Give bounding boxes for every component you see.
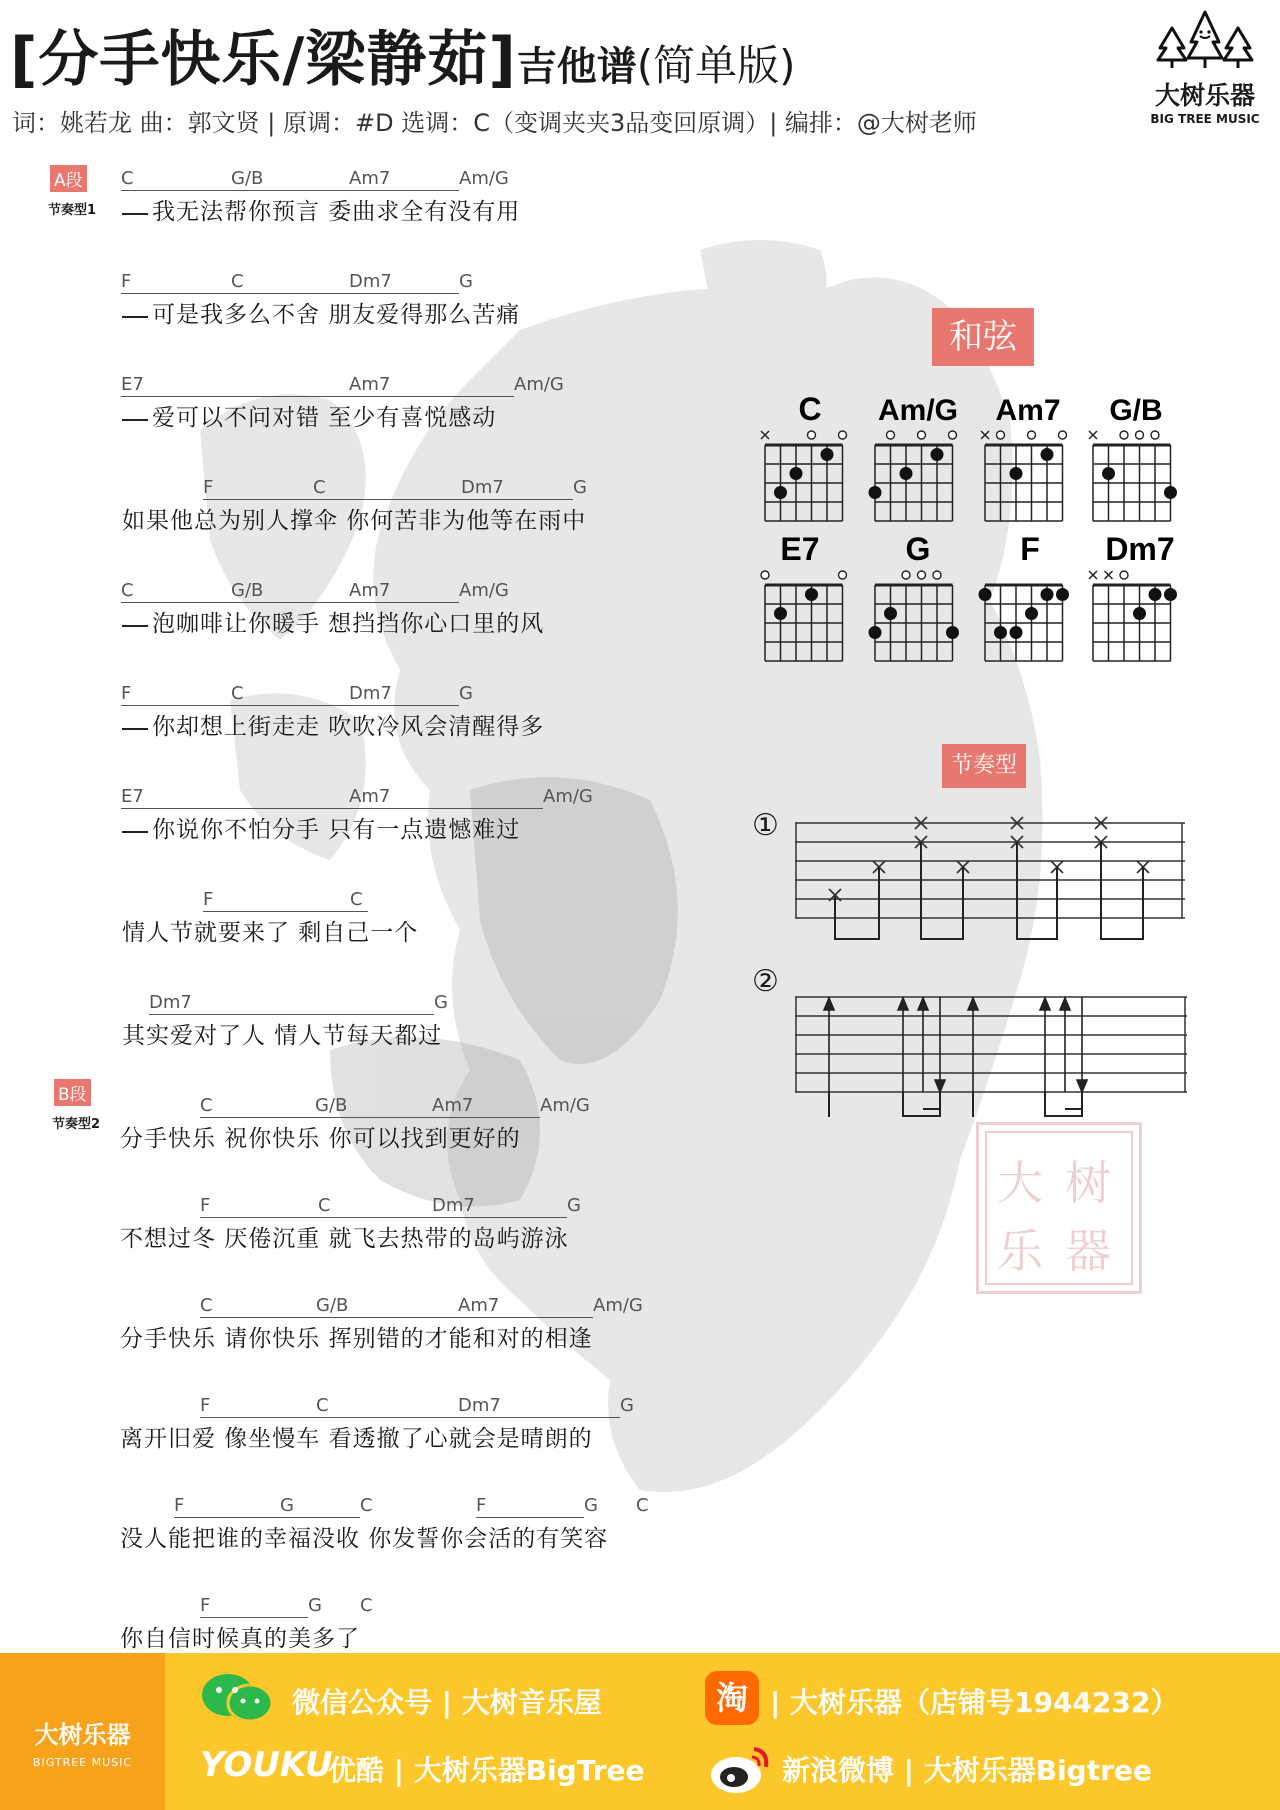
strum-up-arrow — [1060, 998, 1070, 1010]
seal-char: 大 — [997, 1156, 1043, 1210]
open-string-mark — [997, 431, 1005, 439]
finger-dot — [1056, 588, 1069, 601]
chord-label: Am7 — [349, 374, 514, 397]
chord-label: G — [573, 477, 587, 498]
lyric-line: 你自信时候真的美多了 — [120, 1626, 360, 1652]
chord-label: Dm7 — [432, 1195, 567, 1218]
lyric-line: 不想过冬 厌倦沉重 就飞去热带的岛屿游泳 — [120, 1226, 569, 1252]
finger-dot — [884, 607, 897, 620]
chord-label: Am/G — [459, 168, 509, 189]
chord-label: C — [231, 271, 349, 294]
lyric-line: 没人能把谁的幸福没收 你发誓你会活的有笑容 — [120, 1526, 609, 1552]
tree-logo-icon — [1150, 8, 1260, 70]
chord-label: C — [318, 1195, 432, 1218]
song-title — [10, 12, 796, 98]
finger-dot — [1102, 467, 1115, 480]
chord-label: C — [313, 477, 461, 500]
footer-bar — [0, 1653, 1280, 1810]
chord-label: Dm7 — [349, 683, 459, 706]
open-string-mark — [1151, 431, 1159, 439]
strum-up-arrow — [918, 998, 928, 1010]
chord-label: C — [121, 580, 231, 603]
rhythm-pattern-2 — [795, 992, 1187, 1122]
chord-label: Am/G — [459, 580, 509, 601]
chord-label: C — [231, 683, 349, 706]
open-string-mark — [918, 431, 926, 439]
finger-dot — [994, 626, 1007, 639]
credits-line: 词：姚若龙 曲：郭文贤 | 原调：#D 选调：C（变调夹夹3品变回原调）| 编排：@大树老师 — [12, 109, 977, 137]
strum-up-arrow — [824, 998, 834, 1010]
lead-in-line — [122, 829, 148, 833]
chord-label: G — [584, 1495, 598, 1516]
lyric-line: 可是我多么不舍 朋友爱得那么苦痛 — [122, 296, 520, 329]
strum-up-arrow — [898, 998, 908, 1010]
chord-label: C — [200, 1295, 316, 1318]
chord-label: G — [620, 1395, 634, 1416]
strum-down-arrow — [1077, 1080, 1087, 1092]
lyric-line: 其实爱对了人 情人节每天都过 — [122, 1023, 443, 1049]
title-main: [分手快乐/梁静茹] — [10, 25, 517, 95]
finger-dot — [931, 448, 944, 461]
pattern-1-number: ① — [752, 808, 779, 843]
seal-stamp — [976, 1122, 1142, 1294]
lyric-line: 分手快乐 祝你快乐 你可以找到更好的 — [120, 1126, 521, 1152]
chord-label: E7 — [121, 786, 349, 809]
lyric-line: 你却想上街走走 吹吹冷风会清醒得多 — [122, 708, 544, 741]
chord-name: F — [1020, 531, 1040, 567]
chord-panel-title: 和弦 — [932, 308, 1034, 366]
strum-up-arrow — [1040, 998, 1050, 1010]
chord-label: Dm7 — [458, 1395, 620, 1418]
footer-youku[interactable]: 优酷 | 大树乐器BigTree — [328, 1754, 645, 1787]
open-string-mark — [949, 431, 957, 439]
chord-label: Am7 — [458, 1295, 593, 1318]
open-string-mark — [933, 571, 941, 579]
footer-taobao[interactable]: | 大树乐器（店铺号1944232） — [770, 1686, 1179, 1719]
finger-dot — [1010, 626, 1023, 639]
chord-label: C — [200, 1095, 315, 1118]
chord-label: Am/G — [514, 374, 564, 395]
chord-label: Am/G — [593, 1295, 643, 1316]
seal-char: 树 — [1065, 1156, 1111, 1210]
strum-down-arrow — [935, 1080, 945, 1092]
chord-label: Dm7 — [461, 477, 573, 500]
lyric-line: 我无法帮你预言 委曲求全有没有用 — [122, 193, 520, 226]
footer-logo — [0, 1653, 165, 1810]
chord-name: Am7 — [995, 394, 1061, 427]
chord-label: F — [121, 683, 231, 706]
lead-in-line — [122, 211, 148, 215]
finger-dot — [1025, 607, 1038, 620]
finger-dot — [1133, 607, 1146, 620]
lyric-line: 如果他总为别人撑伞 你何苦非为他等在雨中 — [122, 508, 587, 534]
chord-label: C — [360, 1595, 373, 1616]
finger-dot — [774, 607, 787, 620]
rhythm-pattern-1 — [795, 815, 1185, 945]
logo-text-cn: 大树乐器 — [1154, 81, 1255, 110]
open-string-mark — [839, 571, 847, 579]
lyric-line: 爱可以不问对错 至少有喜悦感动 — [122, 399, 496, 432]
chord-label: G/B — [231, 168, 349, 191]
chord-name: G/B — [1109, 394, 1163, 427]
finger-dot — [805, 588, 818, 601]
lyric-line: 情人节就要来了 剩自己一个 — [122, 920, 419, 946]
chord-label: G — [434, 992, 448, 1013]
chord-label: Dm7 — [349, 271, 459, 294]
finger-dot — [946, 626, 959, 639]
title-sub: 吉他谱 — [516, 44, 637, 90]
lead-in-line — [122, 417, 148, 421]
chord-label: Am7 — [432, 1095, 540, 1118]
finger-dot — [1010, 467, 1023, 480]
lyric-line: 你说你不怕分手 只有一点遗憾难过 — [122, 811, 520, 844]
chord-label: G/B — [231, 580, 349, 603]
chord-label: C — [350, 889, 363, 910]
finger-dot — [821, 448, 834, 461]
finger-dot — [1149, 588, 1162, 601]
lyric-line: 离开旧爱 像坐慢车 看透撤了心就会是晴朗的 — [120, 1426, 593, 1452]
section-b-pattern: 节奏型2 — [52, 1117, 101, 1132]
open-string-mark — [1136, 431, 1144, 439]
open-string-mark — [1028, 431, 1036, 439]
chord-label: F — [476, 1495, 584, 1518]
footer-logo-cn: 大树乐器 — [34, 1721, 131, 1749]
chord-label: G/B — [315, 1095, 432, 1118]
chord-label: G — [459, 271, 473, 292]
chord-label: F — [203, 889, 368, 912]
chord-label: C — [360, 1495, 373, 1516]
chord-label: G — [459, 683, 473, 704]
chord-label: F — [200, 1395, 316, 1418]
open-string-mark — [887, 431, 895, 439]
chord-label: C — [121, 168, 231, 191]
chord-label: F — [200, 1195, 318, 1218]
chord-name: C — [798, 391, 822, 427]
seal-char: 器 — [1065, 1224, 1111, 1278]
open-string-mark — [918, 571, 926, 579]
rhythm-title: 节奏型 — [942, 744, 1026, 788]
footer-logo-en: BIGTREE MUSIC — [32, 1756, 133, 1769]
section-a-label: A段 — [50, 165, 87, 192]
chord-label: F — [174, 1495, 280, 1518]
open-string-mark — [761, 571, 769, 579]
chord-label: Am7 — [349, 580, 459, 603]
youku-icon[interactable]: YOUKU — [200, 1745, 333, 1785]
seal-char: 乐 — [997, 1224, 1043, 1278]
finger-dot — [1164, 588, 1177, 601]
chord-name: G — [905, 531, 931, 567]
wechat-icon[interactable] — [200, 1671, 276, 1727]
finger-dot — [869, 486, 882, 499]
lyric-line: 分手快乐 请你快乐 挥别错的才能和对的相逢 — [120, 1326, 593, 1352]
weibo-icon[interactable] — [708, 1743, 772, 1795]
finger-dot — [790, 467, 803, 480]
open-string-mark — [1120, 431, 1128, 439]
chord-diagrams — [740, 380, 1210, 680]
strum-up-arrow — [968, 998, 978, 1010]
chord-label: F — [121, 271, 231, 294]
chord-label: F — [203, 477, 313, 500]
chord-label: E7 — [121, 374, 349, 397]
lead-in-line — [122, 623, 148, 627]
section-a-pattern: 节奏型1 — [48, 203, 97, 218]
open-string-mark — [808, 431, 816, 439]
open-string-mark — [1059, 431, 1067, 439]
finger-dot — [1041, 448, 1054, 461]
chord-label: Am/G — [540, 1095, 590, 1116]
chord-label: C — [316, 1395, 458, 1418]
open-string-mark — [902, 571, 910, 579]
taobao-icon[interactable]: 淘 — [705, 1671, 759, 1725]
chord-name: Dm7 — [1105, 531, 1175, 567]
chord-label: G/B — [316, 1295, 458, 1318]
section-b-label: B段 — [54, 1079, 91, 1106]
chord-label: G — [308, 1595, 322, 1616]
chord-label: C — [636, 1495, 649, 1516]
lead-in-line — [122, 314, 148, 318]
footer-wechat[interactable]: 微信公众号 | 大树音乐屋 — [292, 1686, 602, 1719]
lead-in-line — [122, 726, 148, 730]
brand-logo — [1140, 8, 1270, 133]
finger-dot — [979, 588, 992, 601]
finger-dot — [774, 486, 787, 499]
footer-weibo[interactable]: 新浪微博 | 大树乐器Bigtree — [782, 1754, 1152, 1787]
finger-dot — [1041, 588, 1054, 601]
chord-label: G — [567, 1195, 581, 1216]
chord-label: F — [200, 1595, 308, 1618]
chord-label: Am/G — [543, 786, 593, 807]
chord-label: Am7 — [349, 786, 543, 809]
finger-dot — [900, 467, 913, 480]
chord-label: Dm7 — [149, 992, 434, 1015]
chord-name: E7 — [780, 531, 820, 567]
pattern-2-number: ② — [752, 964, 779, 999]
title-version: (简单版) — [636, 41, 796, 90]
chord-label: Am7 — [349, 168, 459, 191]
finger-dot — [869, 626, 882, 639]
open-string-mark — [1120, 571, 1128, 579]
open-string-mark — [839, 431, 847, 439]
chord-name: Am/G — [877, 394, 959, 427]
logo-text-en: BIG TREE MUSIC — [1150, 112, 1260, 126]
lyric-line: 泡咖啡让你暖手 想挡挡你心口里的风 — [122, 605, 544, 638]
finger-dot — [1164, 486, 1177, 499]
chord-label: G — [280, 1495, 360, 1518]
